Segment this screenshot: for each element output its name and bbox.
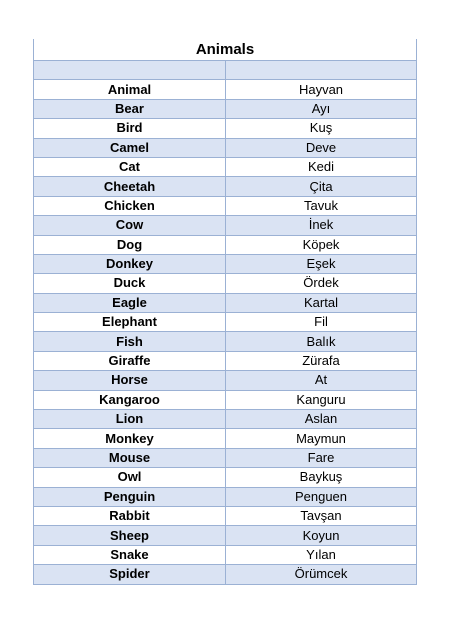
english-word-cell: Fish (34, 332, 226, 351)
table-row (34, 390, 417, 409)
english-word-cell: Cheetah (34, 177, 226, 196)
table-row (34, 545, 417, 564)
english-word-cell: Dog (34, 235, 226, 254)
table-row (34, 313, 417, 332)
table-row (34, 410, 417, 429)
english-word-cell: Cat (34, 157, 226, 176)
table-row (34, 274, 417, 293)
turkish-word-cell: Baykuş (226, 468, 417, 487)
table-row (34, 157, 417, 176)
turkish-word-cell: Penguen (226, 487, 417, 506)
english-word-cell: Snake (34, 545, 226, 564)
turkish-word-cell: Ördek (226, 274, 417, 293)
page-title: Animals (33, 39, 417, 60)
turkish-word-cell: Balık (226, 332, 417, 351)
english-word-cell: Sheep (34, 526, 226, 545)
english-word-cell: Giraffe (34, 351, 226, 370)
turkish-word-cell: Köpek (226, 235, 417, 254)
english-word-cell: Rabbit (34, 506, 226, 525)
vocabulary-sheet (33, 39, 417, 585)
english-word-cell: Camel (34, 138, 226, 157)
table-row (34, 138, 417, 157)
table-row (34, 371, 417, 390)
turkish-word-cell (226, 61, 417, 80)
turkish-word-cell: Aslan (226, 410, 417, 429)
turkish-word-cell: Maymun (226, 429, 417, 448)
table-row (34, 565, 417, 584)
table-row (34, 99, 417, 118)
table-row (34, 506, 417, 525)
turkish-word-cell: Koyun (226, 526, 417, 545)
english-word-cell: Bird (34, 119, 226, 138)
turkish-word-cell: Tavuk (226, 196, 417, 215)
turkish-word-cell: Fil (226, 313, 417, 332)
turkish-word-cell: Örümcek (226, 565, 417, 584)
table-row (34, 487, 417, 506)
vocabulary-table (33, 60, 417, 585)
turkish-word-cell: Tavşan (226, 506, 417, 525)
english-word-cell: Owl (34, 468, 226, 487)
turkish-word-cell: At (226, 371, 417, 390)
english-word-cell: Chicken (34, 196, 226, 215)
table-row (34, 254, 417, 273)
table-row (34, 61, 417, 80)
turkish-word-cell: Eşek (226, 254, 417, 273)
table-row (34, 216, 417, 235)
table-row (34, 448, 417, 467)
english-word-cell: Horse (34, 371, 226, 390)
english-word-cell: Mouse (34, 448, 226, 467)
turkish-word-cell: Kedi (226, 157, 417, 176)
table-row (34, 235, 417, 254)
turkish-word-cell: Hayvan (226, 80, 417, 99)
table-row (34, 80, 417, 99)
turkish-word-cell: Kuş (226, 119, 417, 138)
english-word-cell: Cow (34, 216, 226, 235)
english-word-cell: Spider (34, 565, 226, 584)
english-word-cell: Penguin (34, 487, 226, 506)
turkish-word-cell: Kartal (226, 293, 417, 312)
table-row (34, 177, 417, 196)
table-row (34, 332, 417, 351)
english-word-cell: Bear (34, 99, 226, 118)
english-word-cell: Elephant (34, 313, 226, 332)
vocabulary-table-body (34, 61, 417, 585)
english-word-cell (34, 61, 226, 80)
english-word-cell: Monkey (34, 429, 226, 448)
turkish-word-cell: Deve (226, 138, 417, 157)
table-row (34, 351, 417, 370)
english-word-cell: Animal (34, 80, 226, 99)
table-row (34, 293, 417, 312)
turkish-word-cell: Fare (226, 448, 417, 467)
turkish-word-cell: Kanguru (226, 390, 417, 409)
english-word-cell: Kangaroo (34, 390, 226, 409)
table-row (34, 429, 417, 448)
table-row (34, 119, 417, 138)
turkish-word-cell: Ayı (226, 99, 417, 118)
turkish-word-cell: İnek (226, 216, 417, 235)
english-word-cell: Donkey (34, 254, 226, 273)
table-row (34, 196, 417, 215)
turkish-word-cell: Yılan (226, 545, 417, 564)
turkish-word-cell: Zürafa (226, 351, 417, 370)
turkish-word-cell: Çita (226, 177, 417, 196)
table-row (34, 468, 417, 487)
english-word-cell: Lion (34, 410, 226, 429)
english-word-cell: Eagle (34, 293, 226, 312)
table-row (34, 526, 417, 545)
english-word-cell: Duck (34, 274, 226, 293)
